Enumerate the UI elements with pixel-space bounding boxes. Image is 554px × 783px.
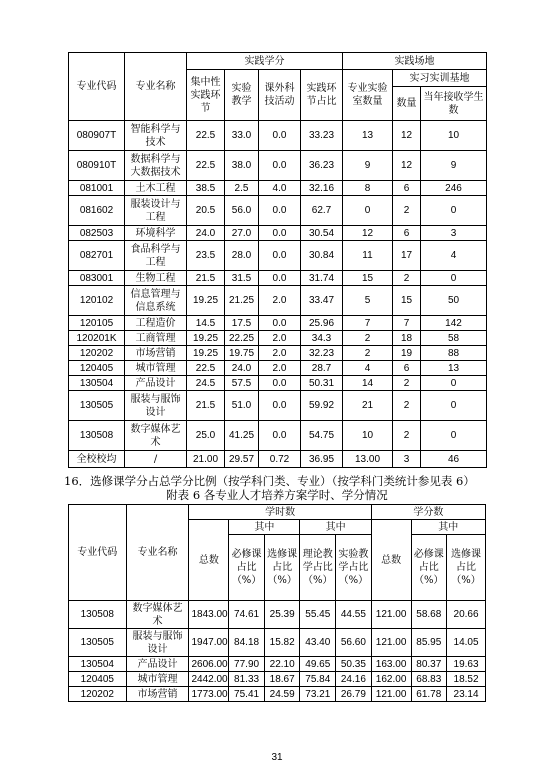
cell-concentrated: 21.5 (187, 391, 225, 421)
table-row (69, 331, 487, 346)
cell-students: 50 (421, 286, 487, 316)
cell-exp: 56.60 (336, 629, 372, 657)
cell-extra: 4.0 (259, 181, 301, 196)
cell-experiment: 2.5 (225, 181, 259, 196)
cell-extra: 0.0 (259, 151, 301, 181)
cell-hours: 1843.00 (189, 601, 229, 629)
header-lab-count: 专业实验室数量 (343, 70, 393, 121)
cell-labs: 14 (343, 376, 393, 391)
cell-cele: 18.52 (447, 672, 486, 687)
header-experiment: 实验教学占比（%） (336, 535, 372, 601)
cell-concentrated: 22.5 (187, 361, 225, 376)
header-concentrated: 集中性实践环节 (187, 70, 225, 121)
cell-req: 84.18 (229, 629, 265, 657)
cell-bases: 2 (393, 271, 421, 286)
cell-concentrated: 22.5 (187, 121, 225, 151)
total-labs: 13.00 (343, 451, 393, 468)
table-row (69, 687, 486, 702)
cell-ratio: 32.16 (301, 181, 343, 196)
cell-hours: 2606.00 (189, 657, 229, 672)
cell-code: 120202 (69, 346, 125, 361)
cell-exp: 50.35 (336, 657, 372, 672)
cell-name: 城市管理 (125, 361, 187, 376)
cell-code: 120105 (69, 316, 125, 331)
cell-theory: 43.40 (300, 629, 336, 657)
cell-concentrated: 38.5 (187, 181, 225, 196)
total-row (69, 451, 487, 468)
cell-experiment: 57.5 (225, 376, 259, 391)
cell-labs: 4 (343, 361, 393, 376)
cell-name: 食品科学与工程 (125, 241, 187, 271)
header-extracurricular: 课外科技活动 (259, 70, 301, 121)
header-students: 当年接收学生数 (421, 87, 487, 121)
header-hours: 学时数 (189, 505, 371, 520)
cell-concentrated: 14.5 (187, 316, 225, 331)
cell-credits: 121.00 (371, 601, 411, 629)
cell-hours: 1773.00 (189, 687, 229, 702)
table-row (69, 657, 486, 672)
cell-students: 9 (421, 151, 487, 181)
cell-experiment: 17.5 (225, 316, 259, 331)
cell-students: 246 (421, 181, 487, 196)
cell-experiment: 27.0 (225, 226, 259, 241)
cell-experiment: 31.5 (225, 271, 259, 286)
cell-bases: 18 (393, 331, 421, 346)
header-credits-total: 总数 (371, 520, 411, 601)
cell-cele: 23.14 (447, 687, 486, 702)
cell-bases: 2 (393, 421, 421, 451)
header-practice-credits: 实践学分 (187, 53, 343, 70)
total-name: / (125, 451, 187, 468)
cell-ratio: 34.3 (301, 331, 343, 346)
cell-students: 4 (421, 241, 487, 271)
total-students: 46 (421, 451, 487, 468)
cell-code: 130504 (69, 376, 125, 391)
cell-extra: 0.0 (259, 391, 301, 421)
cell-code: 120202 (69, 687, 127, 702)
cell-bases: 6 (393, 361, 421, 376)
cell-creq: 61.78 (411, 687, 447, 702)
cell-labs: 8 (343, 181, 393, 196)
total-concentrated: 21.00 (187, 451, 225, 468)
header-hours-total: 总数 (189, 520, 229, 601)
cell-labs: 10 (343, 421, 393, 451)
header-credits: 学分数 (371, 505, 485, 520)
cell-bases: 15 (393, 286, 421, 316)
cell-name: 服装与服饰设计 (126, 629, 189, 657)
cell-students: 88 (421, 346, 487, 361)
total-extra: 0.72 (259, 451, 301, 468)
cell-cele: 20.66 (447, 601, 486, 629)
cell-name: 产品设计 (125, 376, 187, 391)
cell-ratio: 62.7 (301, 196, 343, 226)
cell-extra: 2.0 (259, 331, 301, 346)
cell-students: 58 (421, 331, 487, 346)
cell-students: 3 (421, 226, 487, 241)
cell-bases: 17 (393, 241, 421, 271)
cell-bases: 2 (393, 391, 421, 421)
table-caption: 附表 6 各专业人才培养方案学时、学分情况 (166, 488, 388, 502)
cell-labs: 9 (343, 151, 393, 181)
total-label: 全校校均 (69, 451, 125, 468)
cell-cele: 19.63 (447, 657, 486, 672)
cell-experiment: 21.25 (225, 286, 259, 316)
cell-extra: 0.0 (259, 421, 301, 451)
cell-creq: 68.83 (411, 672, 447, 687)
table-row (69, 672, 486, 687)
cell-credits: 121.00 (371, 629, 411, 657)
header-of-which: 其中 (229, 520, 300, 535)
cell-extra: 2.0 (259, 286, 301, 316)
table-row (69, 286, 487, 316)
cell-labs: 2 (343, 346, 393, 361)
cell-code: 120405 (69, 361, 125, 376)
cell-req: 81.33 (229, 672, 265, 687)
cell-experiment: 51.0 (225, 391, 259, 421)
cell-ele: 15.82 (264, 629, 300, 657)
cell-ratio: 59.92 (301, 391, 343, 421)
cell-name: 数据科学与大数据技术 (125, 151, 187, 181)
table-row (69, 421, 487, 451)
table-row (69, 629, 486, 657)
cell-extra: 2.0 (259, 346, 301, 361)
total-bases: 3 (393, 451, 421, 468)
cell-name: 市场营销 (125, 346, 187, 361)
header-name: 专业名称 (126, 505, 189, 601)
header-of-which: 其中 (300, 520, 371, 535)
cell-theory: 55.45 (300, 601, 336, 629)
cell-bases: 6 (393, 181, 421, 196)
cell-ele: 24.59 (264, 687, 300, 702)
cell-code: 080910T (69, 151, 125, 181)
cell-concentrated: 24.0 (187, 226, 225, 241)
cell-extra: 0.0 (259, 196, 301, 226)
cell-concentrated: 19.25 (187, 286, 225, 316)
cell-experiment: 41.25 (225, 421, 259, 451)
cell-req: 77.90 (229, 657, 265, 672)
cell-code: 080907T (69, 121, 125, 151)
cell-code: 083001 (69, 271, 125, 286)
cell-labs: 5 (343, 286, 393, 316)
cell-ratio: 32.23 (301, 346, 343, 361)
cell-concentrated: 21.5 (187, 271, 225, 286)
cell-ratio: 33.47 (301, 286, 343, 316)
table-row (69, 151, 487, 181)
cell-exp: 26.79 (336, 687, 372, 702)
cell-code: 120405 (69, 672, 127, 687)
cell-experiment: 28.0 (225, 241, 259, 271)
table-row (69, 391, 487, 421)
cell-name: 数字媒体艺术 (126, 601, 189, 629)
cell-code: 130508 (69, 421, 125, 451)
header-base-count: 数量 (393, 87, 421, 121)
cell-labs: 12 (343, 226, 393, 241)
cell-exp: 44.55 (336, 601, 372, 629)
cell-extra: 0.0 (259, 376, 301, 391)
cell-credits: 121.00 (371, 687, 411, 702)
practice-table (68, 52, 487, 468)
table-row (69, 601, 486, 629)
cell-credits: 163.00 (371, 657, 411, 672)
table-row (69, 196, 487, 226)
cell-labs: 7 (343, 316, 393, 331)
cell-code: 081602 (69, 196, 125, 226)
cell-name: 工商管理 (125, 331, 187, 346)
cell-labs: 21 (343, 391, 393, 421)
cell-hours: 2442.00 (189, 672, 229, 687)
cell-ele: 25.39 (264, 601, 300, 629)
cell-creq: 80.37 (411, 657, 447, 672)
cell-students: 0 (421, 271, 487, 286)
section-heading: 16．选修课学分占总学分比例（按学科门类、专业）（按学科门类统计参见表 6） (64, 474, 475, 488)
cell-name: 产品设计 (126, 657, 189, 672)
cell-experiment: 24.0 (225, 361, 259, 376)
cell-ratio: 36.23 (301, 151, 343, 181)
cell-req: 74.61 (229, 601, 265, 629)
cell-name: 数字媒体艺术 (125, 421, 187, 451)
cell-ratio: 25.96 (301, 316, 343, 331)
cell-concentrated: 24.5 (187, 376, 225, 391)
table-row (69, 181, 487, 196)
cell-bases: 7 (393, 316, 421, 331)
cell-name: 工程造价 (125, 316, 187, 331)
cell-labs: 2 (343, 331, 393, 346)
cell-credits: 162.00 (371, 672, 411, 687)
cell-concentrated: 23.5 (187, 241, 225, 271)
cell-labs: 15 (343, 271, 393, 286)
cell-students: 0 (421, 421, 487, 451)
header-code: 专业代码 (69, 53, 125, 121)
cell-extra: 2.0 (259, 361, 301, 376)
cell-students: 10 (421, 121, 487, 151)
cell-code: 130505 (69, 629, 127, 657)
cell-ele: 18.67 (264, 672, 300, 687)
cell-code: 120201K (69, 331, 125, 346)
cell-ratio: 31.74 (301, 271, 343, 286)
header-credits-required: 必修课占比（%） (411, 535, 447, 601)
header-base: 实习实训基地 (393, 70, 487, 87)
header-of-which: 其中 (411, 520, 486, 535)
cell-ratio: 28.7 (301, 361, 343, 376)
cell-name: 市场营销 (126, 687, 189, 702)
cell-name: 土木工程 (125, 181, 187, 196)
cell-bases: 19 (393, 346, 421, 361)
cell-labs: 11 (343, 241, 393, 271)
cell-name: 生物工程 (125, 271, 187, 286)
cell-creq: 58.68 (411, 601, 447, 629)
cell-code: 130508 (69, 601, 127, 629)
cell-creq: 85.95 (411, 629, 447, 657)
header-name: 专业名称 (125, 53, 187, 121)
cell-concentrated: 25.0 (187, 421, 225, 451)
header-experiment: 实验教学 (225, 70, 259, 121)
table-row (69, 121, 487, 151)
cell-code: 081001 (69, 181, 125, 196)
header-code: 专业代码 (69, 505, 127, 601)
table-row (69, 316, 487, 331)
cell-req: 75.41 (229, 687, 265, 702)
header-practice-sites: 实践场地 (343, 53, 487, 70)
table-row (69, 361, 487, 376)
cell-bases: 2 (393, 376, 421, 391)
cell-bases: 12 (393, 151, 421, 181)
cell-experiment: 33.0 (225, 121, 259, 151)
cell-bases: 12 (393, 121, 421, 151)
cell-exp: 24.16 (336, 672, 372, 687)
cell-labs: 0 (343, 196, 393, 226)
total-ratio: 36.95 (301, 451, 343, 468)
cell-name: 环境科学 (125, 226, 187, 241)
table-row (69, 226, 487, 241)
cell-bases: 6 (393, 226, 421, 241)
cell-theory: 49.65 (300, 657, 336, 672)
cell-concentrated: 19.25 (187, 331, 225, 346)
cell-experiment: 56.0 (225, 196, 259, 226)
cell-students: 0 (421, 391, 487, 421)
cell-ratio: 30.54 (301, 226, 343, 241)
cell-experiment: 38.0 (225, 151, 259, 181)
table-row (69, 376, 487, 391)
cell-experiment: 22.25 (225, 331, 259, 346)
cell-ratio: 33.23 (301, 121, 343, 151)
cell-name: 智能科学与技术 (125, 121, 187, 151)
cell-theory: 75.84 (300, 672, 336, 687)
cell-code: 130504 (69, 657, 127, 672)
cell-theory: 73.21 (300, 687, 336, 702)
header-required: 必修课占比（%） (229, 535, 265, 601)
cell-labs: 13 (343, 121, 393, 151)
header-theory: 理论教学占比（%） (300, 535, 336, 601)
header-ratio: 实践环节占比 (301, 70, 343, 121)
cell-extra: 0.0 (259, 241, 301, 271)
cell-concentrated: 22.5 (187, 151, 225, 181)
cell-concentrated: 19.25 (187, 346, 225, 361)
cell-ratio: 50.31 (301, 376, 343, 391)
header-credits-elective: 选修课占比（%） (447, 535, 486, 601)
cell-extra: 0.0 (259, 226, 301, 241)
cell-code: 130505 (69, 391, 125, 421)
total-experiment: 29.57 (225, 451, 259, 468)
cell-concentrated: 20.5 (187, 196, 225, 226)
cell-extra: 0.0 (259, 121, 301, 151)
cell-extra: 0.0 (259, 271, 301, 286)
cell-students: 142 (421, 316, 487, 331)
header-elective: 选修课占比（%） (264, 535, 300, 601)
cell-experiment: 19.75 (225, 346, 259, 361)
table-row (69, 346, 487, 361)
table-row (69, 271, 487, 286)
cell-bases: 2 (393, 196, 421, 226)
cell-name: 信息管理与信息系统 (125, 286, 187, 316)
cell-name: 服装设计与工程 (125, 196, 187, 226)
cell-cele: 14.05 (447, 629, 486, 657)
cell-code: 082503 (69, 226, 125, 241)
cell-ratio: 30.84 (301, 241, 343, 271)
cell-name: 服装与服饰设计 (125, 391, 187, 421)
cell-students: 13 (421, 361, 487, 376)
cell-extra: 0.0 (259, 316, 301, 331)
cell-code: 120102 (69, 286, 125, 316)
cell-name: 城市管理 (126, 672, 189, 687)
cell-students: 0 (421, 376, 487, 391)
cell-code: 082701 (69, 241, 125, 271)
table-row (69, 241, 487, 271)
cell-ratio: 54.75 (301, 421, 343, 451)
hours-credits-table (68, 504, 486, 702)
cell-hours: 1947.00 (189, 629, 229, 657)
cell-students: 0 (421, 196, 487, 226)
cell-ele: 22.10 (264, 657, 300, 672)
page-number: 31 (271, 752, 283, 763)
